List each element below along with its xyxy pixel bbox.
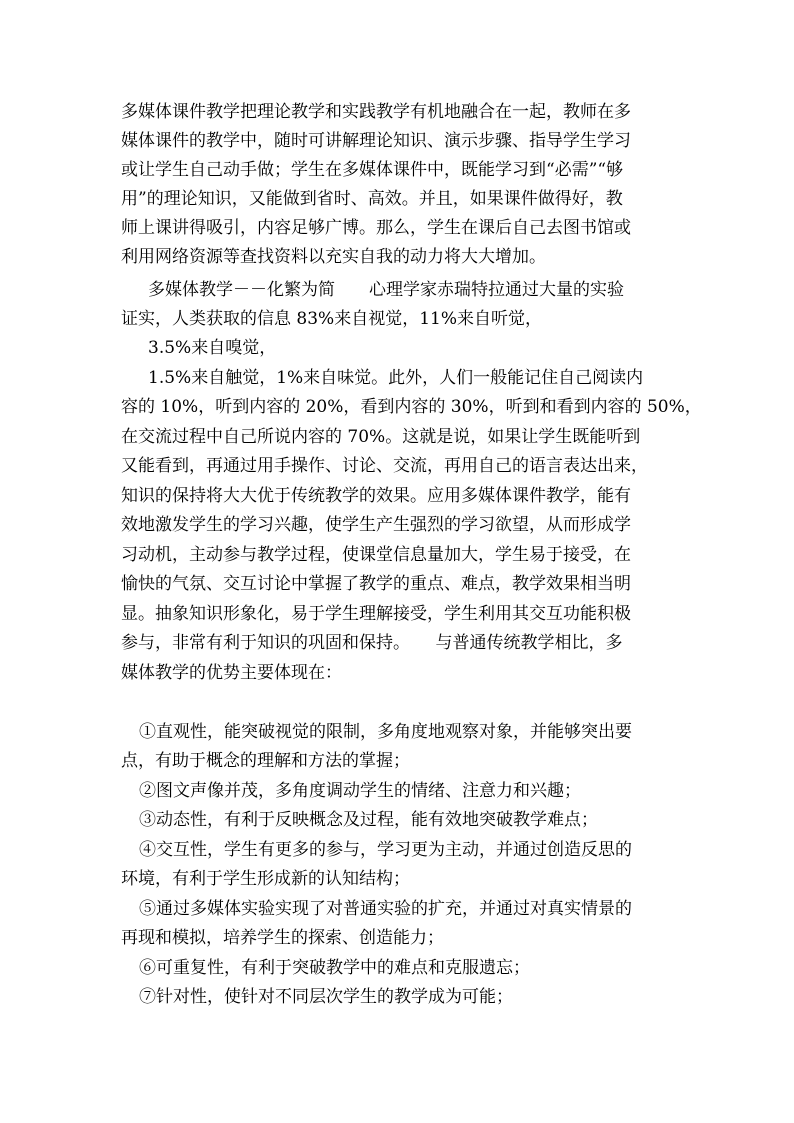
- text-line: 3.5%来自嗅觉，: [148, 338, 277, 358]
- list-item: ③动态性，有利于反映概念及过程，能有效地突破教学难点；: [139, 810, 598, 830]
- list-item-continuation: 环境，有利于学生形成新的认知结构；: [121, 869, 410, 889]
- list-item: ④交互性，学生有更多的参与，学习更为主动，并通过创造反思的: [139, 840, 632, 860]
- text-line: 习动机，主动参与教学过程，使课堂信息量加大，学生易于接受，在: [121, 545, 631, 565]
- text-line: 知识的保持将大大优于传统教学的效果。应用多媒体课件教学，能有: [121, 486, 631, 506]
- text-line: 1.5%来自触觉，1%来自味觉。此外，人们一般能记住自己阅读内: [148, 368, 644, 388]
- text-line: 愉快的气氛、交互讨论中掌握了教学的重点、难点，教学效果相当明: [121, 574, 631, 594]
- text-line: 多媒体教学－－化繁为简 心理学家赤瑞特拉通过大量的实验: [148, 280, 624, 300]
- list-item-continuation: 再现和模拟，培养学生的探索、创造能力；: [121, 928, 444, 948]
- list-item-continuation: 点，有助于概念的理解和方法的掌握；: [121, 751, 410, 771]
- list-item: ①直观性，能突破视觉的限制，多角度地观察对象，并能够突出要: [139, 722, 632, 742]
- list-item: ⑤通过多媒体实验实现了对普通实验的扩充，并通过对真实情景的: [139, 899, 632, 919]
- list-item: ⑥可重复性，有利于突破教学中的难点和克服遗忘；: [139, 958, 530, 978]
- text-line: 多媒体课件教学把理论教学和实践教学有机地融合在一起，教师在多: [121, 102, 631, 122]
- list-item: ⑦针对性，使针对不同层次学生的教学成为可能；: [139, 987, 513, 1007]
- text-line: 证实，人类获取的信息 83%来自视觉，11%来自听觉，: [121, 309, 542, 329]
- text-line: 在交流过程中自己所说内容的 70%。这就是说，如果让学生既能听到: [121, 427, 641, 447]
- text-line: 效地激发学生的学习兴趣，使学生产生强烈的学习欲望，从而形成学: [121, 515, 631, 535]
- text-line: 师上课讲得吸引，内容足够广博。那么，学生在课后自己去图书馆或: [121, 218, 631, 238]
- text-line: 显。抽象知识形象化，易于学生理解接受，学生利用其交互功能积极: [121, 604, 631, 624]
- list-item: ②图文声像并茂，多角度调动学生的情绪、注意力和兴趣；: [139, 781, 581, 801]
- text-line: 用”的理论知识，又能做到省时、高效。并且，如果课件做得好，教: [121, 189, 623, 209]
- text-line: 或让学生自己动手做；学生在多媒体课件中，既能学习到“必需”“够: [121, 160, 624, 180]
- text-line: 媒体课件的教学中，随时可讲解理论知识、演示步骤、指导学生学习: [121, 131, 631, 151]
- text-line: 参与，非常有利于知识的巩固和保持。 与普通传统教学相比，多: [121, 633, 623, 653]
- text-line: 又能看到，再通过用手操作、讨论、交流，再用自己的语言表达出来，: [121, 456, 648, 476]
- text-line: 利用网络资源等查找资料以充实自我的动力将大大增加。: [121, 247, 546, 267]
- text-line: 媒体教学的优势主要体现在：: [121, 663, 342, 683]
- text-line: 容的 10%，听到内容的 20%，看到内容的 30%，听到和看到内容的 50%，: [121, 397, 702, 417]
